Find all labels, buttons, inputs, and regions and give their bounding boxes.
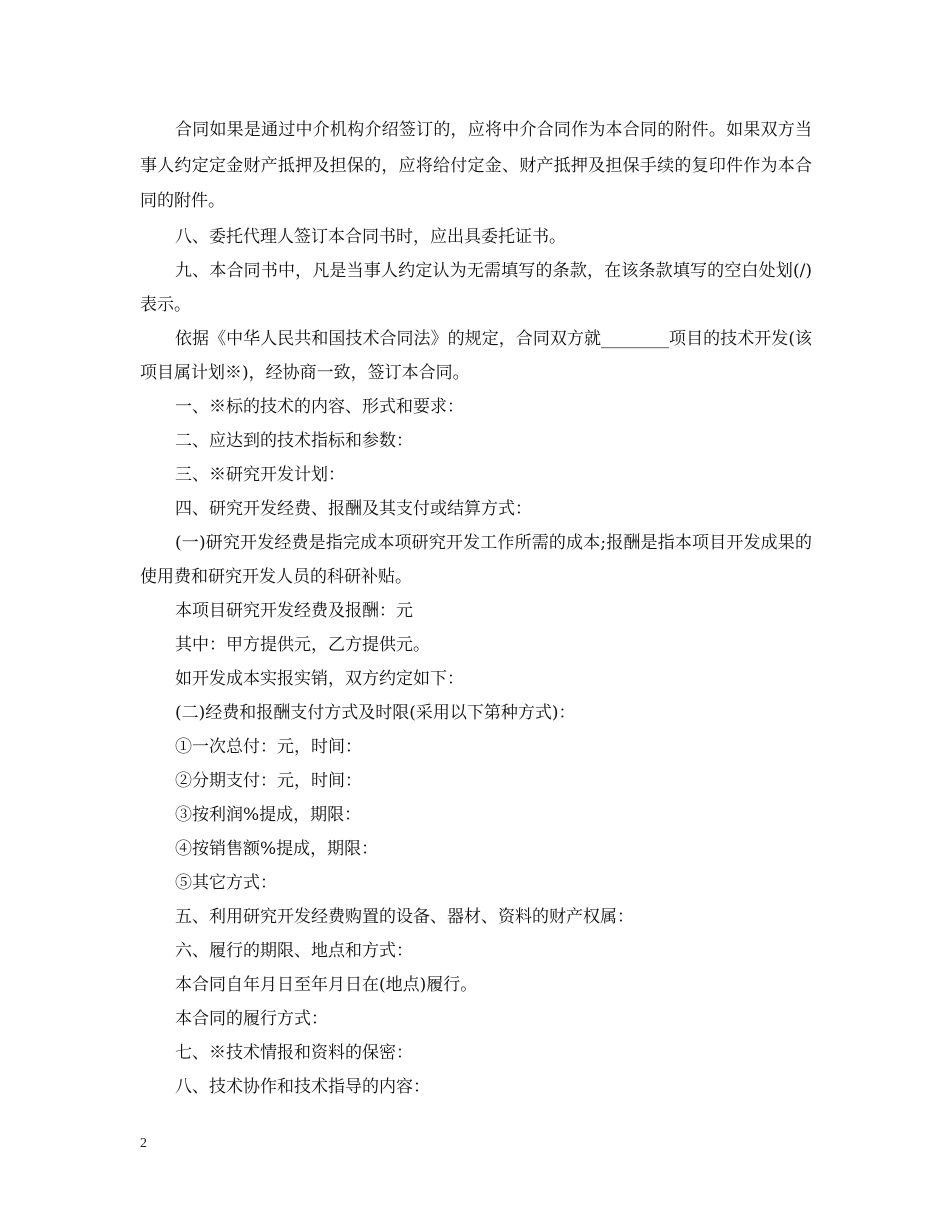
paragraph-clause-9: 九、本合同书中，凡是当事人约定认为无需填写的条款，在该条款填写的空白处划(/)表示。: [140, 260, 812, 315]
paragraph-section-2: 二、应达到的技术指标和参数：: [175, 430, 413, 451]
paragraph-section-4-2: (二)经费和报酬支付方式及时限(采用以下第种方式)：: [175, 702, 576, 723]
paragraph-clause-8: 八、委托代理人签订本合同书时，应出具委托证书。: [175, 226, 566, 247]
paragraph-section-4: 四、研究开发经费、报酬及其支付或结算方式：: [175, 498, 532, 519]
paragraph-section-6: 六、履行的期限、地点和方式：: [175, 940, 413, 961]
paragraph-section-8: 八、技术协作和技术指导的内容：: [175, 1076, 430, 1097]
paragraph-section-3: 三、※研究开发计划：: [175, 464, 345, 485]
paragraph-total-funding: 本项目研究开发经费及报酬：元: [175, 600, 413, 621]
paragraph-section-4-1: (一)研究开发经费是指完成本项研究开发工作所需的成本;报酬是指本项目开发成果的使用费和研究开发人员的科研补贴。: [140, 532, 812, 587]
paragraph-payment-option-4: ④按销售额%提成，期限：: [175, 838, 379, 859]
paragraph-section-5: 五、利用研究开发经费购置的设备、器材、资料的财产权属：: [175, 906, 634, 927]
paragraph-payment-option-2: ②分期支付：元，时间：: [175, 770, 362, 791]
paragraph-performance-method: 本合同的履行方式：: [175, 1008, 328, 1029]
paragraph-payment-option-5: ⑤其它方式：: [175, 872, 277, 893]
paragraph-section-7: 七、※技术情报和资料的保密：: [175, 1042, 413, 1063]
page-number: 2: [140, 1136, 147, 1151]
paragraph-legal-basis: 依据《中华人民共和国技术合同法》的规定，合同双方就________项目的技术开发(该项目属计划※)，经协商一致，签订本合同。: [140, 328, 812, 383]
paragraph-funding-split: 其中：甲方提供元，乙方提供元。: [175, 634, 430, 655]
paragraph-payment-option-1: ①一次总付：元，时间：: [175, 736, 362, 757]
paragraph-intermediary-contract: 合同如果是通过中介机构介绍签订的，应将中介合同作为本合同的附件。如果双方当事人约定定金财产抵押及担保的，应将给付定金、财产抵押及担保手续的复印件作为本合同的附件。: [140, 120, 812, 211]
paragraph-performance-period: 本合同自年月日至年月日在(地点)履行。: [175, 974, 478, 995]
paragraph-section-1: 一、※标的技术的内容、形式和要求：: [175, 396, 464, 417]
paragraph-payment-option-3: ③按利润%提成，期限：: [175, 804, 362, 825]
paragraph-actual-cost: 如开发成本实报实销，双方约定如下：: [175, 668, 464, 689]
document-body: [140, 113, 812, 1104]
